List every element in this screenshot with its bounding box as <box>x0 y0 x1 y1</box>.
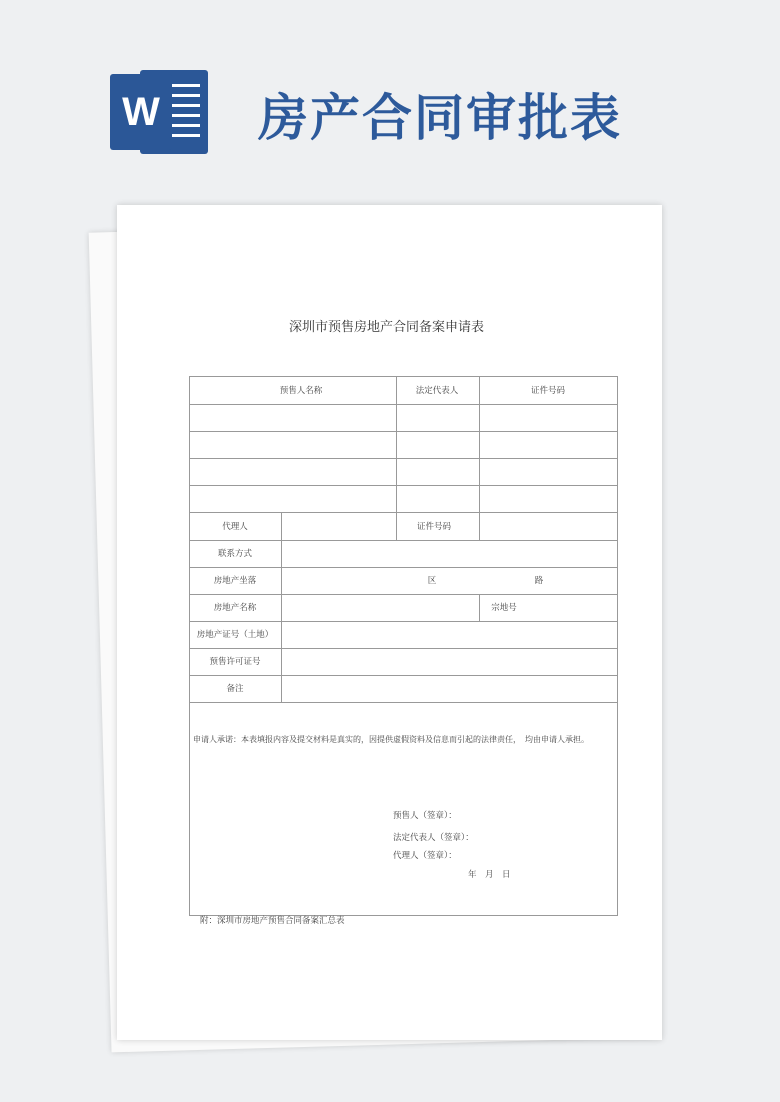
label-agent: 代理人 <box>222 522 248 532</box>
label-road: 路 <box>534 576 544 586</box>
label-remarks: 备注 <box>226 684 244 694</box>
label-contact: 联系方式 <box>217 549 253 559</box>
header-seller-name: 预售人名称 <box>279 386 323 396</box>
sign-seller: 预售人（签章）： <box>393 811 457 821</box>
label-agent-id: 证件号码 <box>416 522 452 532</box>
header-legal-rep: 法定代表人 <box>415 386 459 396</box>
form-title: 深圳市预售房地产合同备案申请表 <box>289 320 485 335</box>
header-id-number: 证件号码 <box>530 386 566 396</box>
word-logo-icon <box>110 70 208 154</box>
sign-date: 年 月 日 <box>468 870 511 880</box>
label-property-name: 房地产名称 <box>213 603 257 613</box>
sign-agent: 代理人（签章）： <box>393 851 457 861</box>
page-title: 房产合同审批表 <box>258 89 622 147</box>
label-presale-permit: 预售许可证号 <box>209 657 261 667</box>
word-logo-letter: W <box>110 74 172 150</box>
applicant-pledge: 申请人承诺：本表填报内容及提交材料是真实的，因提供虚假资料及信息而引起的法律责任， 均由申请人承担。 <box>193 735 589 744</box>
label-district: 区 <box>427 576 437 586</box>
attachment-note: 附：深圳市房地产预售合同备案汇总表 <box>200 916 345 926</box>
sign-legal-rep: 法定代表人（签章）： <box>393 833 474 843</box>
label-parcel-number: 宗地号 <box>491 603 517 613</box>
label-certificate: 房地产证号（土地） <box>196 630 274 640</box>
label-location: 房地产坐落 <box>213 576 257 586</box>
